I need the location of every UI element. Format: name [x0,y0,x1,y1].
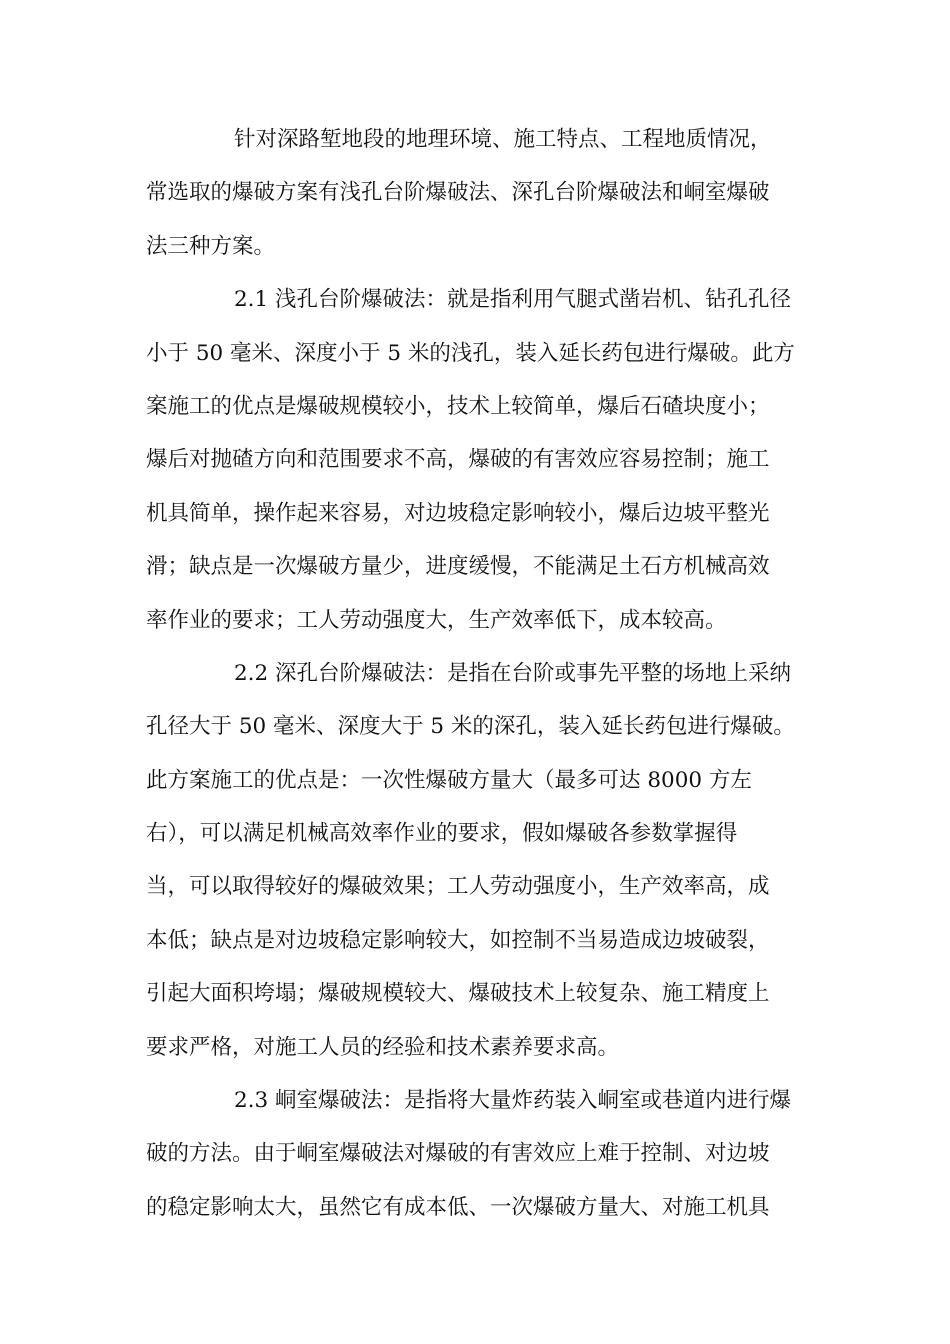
paragraph-2-1-line-5: 机具简单，操作起来容易，对边坡稳定影响较小，爆后边坡平整光 [146,500,770,526]
paragraph-2-2-line-3: 此方案施工的优点是：一次性爆破方量大（最多可达 8000 方左 [146,767,752,793]
paragraph-2-1-line-2: 小于 50 毫米、深度小于 5 米的浅孔，装入延长药包进行爆破。此方 [146,340,795,366]
paragraph-2-3-line-1: 2.3 峒室爆破法：是指将大量炸药装入峒室或巷道内进行爆 [234,1088,792,1114]
paragraph-2-2-line-7: 引起大面积垮塌；爆破规模较大、爆破技术上较复杂、施工精度上 [146,981,770,1007]
paragraph-intro-line-1: 针对深路堑地段的地理环境、施工特点、工程地质情况， [234,127,772,152]
paragraph-2-1-line-7: 率作业的要求；工人劳动强度大，生产效率低下，成本较高。 [146,607,727,633]
paragraph-intro-line-2: 常选取的爆破方案有浅孔台阶爆破法、深孔台阶爆破法和峒室爆破 [146,180,770,206]
paragraph-2-3-line-3: 的稳定影响太大，虽然它有成本低、一次爆破方量大、对施工机具 [146,1194,770,1220]
paragraph-2-2-line-1: 2.2 深孔台阶爆破法：是指在台阶或事先平整的场地上采纳 [234,660,792,686]
document-body [146,113,806,1234]
paragraph-2-2-line-2: 孔径大于 50 毫米、深度大于 5 米的深孔，装入延长药包进行爆破。 [146,714,795,740]
paragraph-2-1-line-3: 案施工的优点是爆破规模较小，技术上较简单，爆后石碴块度小； [146,393,770,419]
paragraph-2-2-line-4: 右），可以满足机械高效率作业的要求，假如爆破各参数掌握得 [146,821,738,847]
paragraph-2-3-line-2: 破的方法。由于峒室爆破法对爆破的有害效应上难于控制、对边坡 [146,1141,770,1167]
paragraph-2-2-line-8: 要求严格，对施工人员的经验和技术素养要求高。 [146,1034,620,1060]
paragraph-2-1-line-6: 滑；缺点是一次爆破方量少，进度缓慢，不能满足土石方机械高效 [146,554,770,580]
paragraph-intro-line-3: 法三种方案。 [146,233,276,259]
paragraph-2-2-line-5: 当，可以取得较好的爆破效果；工人劳动强度小，生产效率高，成 [146,874,770,900]
paragraph-2-1-line-4: 爆后对抛碴方向和范围要求不高，爆破的有害效应容易控制；施工 [146,447,770,473]
paragraph-2-1-line-1: 2.1 浅孔台阶爆破法：就是指利用气腿式凿岩机、钻孔孔径 [234,287,792,313]
paragraph-2-2-line-6: 本低；缺点是对边坡稳定影响较大，如控制不当易造成边坡破裂， [146,927,770,953]
